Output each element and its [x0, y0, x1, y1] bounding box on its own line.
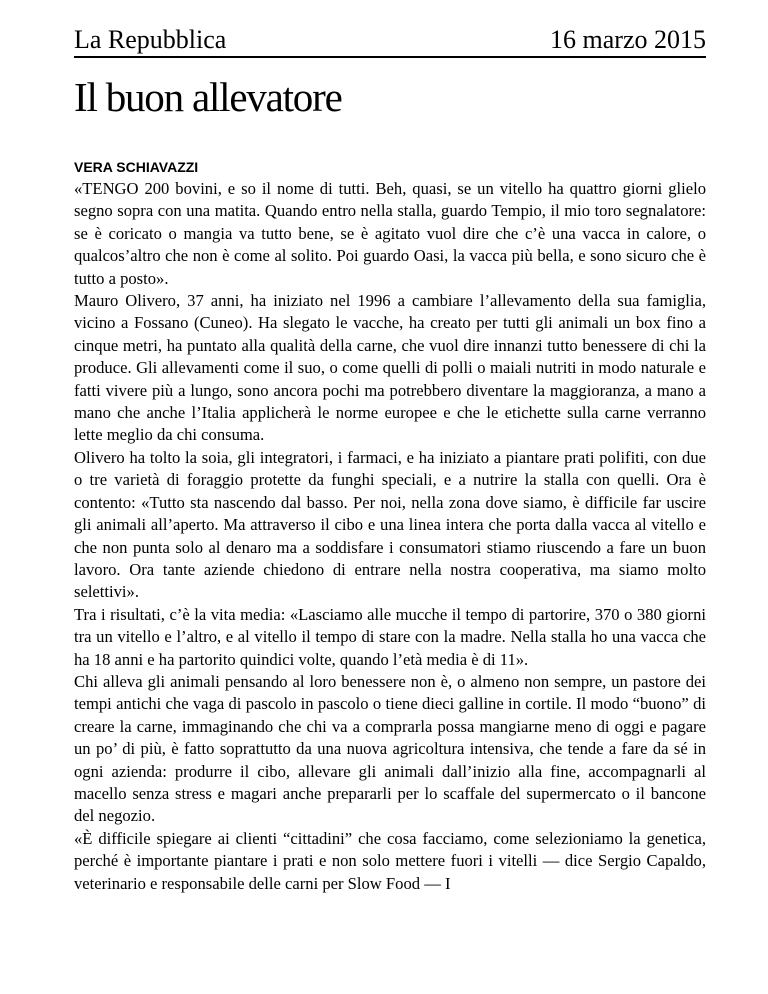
article-paragraph: «TENGO 200 bovini, e so il nome di tutti. Beh, quasi, se un vitello ha quattro giorni glielo segno sopra con una matita. Quando entro nella stalla, guardo Tempio, il mio toro segnalatore: se è coricato o mangia va tutto bene, se è agitato vuol dire che c’è una vacca in calore, o qualcos’altro che non è come al solito. Poi guardo Oasi, la vacca più bella, e sono sicuro che è tutto a posto». — [74, 179, 706, 288]
article-paragraph: Tra i risultati, c’è la vita media: «Lasciamo alle mucche il tempo di partorire, 370 o 380 giorni tra un vitello e l’altro, e al vitello il tempo di stare con la madre. Nella stalla ho una vacca che ha 18 anni e ha partorito quindici volte, quando l’età media è di 11». — [74, 604, 706, 669]
newspaper-name: La Repubblica — [74, 25, 227, 54]
masthead — [74, 0, 706, 58]
document-page — [74, 0, 706, 895]
article-paragraph: «È difficile spiegare ai clienti “cittadini” che cosa facciamo, come selezioniamo la genetica, perché è importante piantare i prati e non solo mettere fuori i vitelli — dice Sergio Capaldo, veterinario e responsabile delle carni per Slow Food — I — [74, 828, 706, 893]
article-author: VERA SCHIAVAZZI — [74, 159, 199, 175]
article-paragraph: Mauro Olivero, 37 anni, ha iniziato nel 1996 a cambiare l’allevamento della sua famiglia, vicino a Fossano (Cuneo). Ha slegato le vacche, ha creato per tutti gli animali un box fino a cinque metri, ha puntato alla qualità della carne, che vuol dire innanzi tutto benessere di chi la produce. Gli allevamenti come il suo, o come quelli di polli o maiali nutriti in modo naturale e fatti vivere più a lungo, sono ancora pochi ma potrebbero diventare la maggioranza, a mano a mano che anche l’Italia applicherà le norme europee e che le etichette sulla carne verranno lette meglio da chi consuma. — [74, 291, 706, 445]
article-paragraph: Chi alleva gli animali pensando al loro benessere non è, o almeno non sempre, un pastore dei tempi antichi che vaga di pascolo in pascolo o tiene dieci galline in cortile. Il modo “buono” di creare la carne, immaginando che chi va a comprarla possa mangiarne meno di oggi e pagare un po’ di più, è fatto soprattutto da una nuova agricoltura intensiva, che tende a fare da sé in ogni azienda: produrre il cibo, allevare gli animali dall’inizio alla fine, accompagnarli al macello senza stress e magari anche prepararli per lo scaffale del supermercato o il bancone del negozio. — [74, 671, 706, 826]
publication-date: 16 marzo 2015 — [550, 25, 706, 54]
article-paragraph: Olivero ha tolto la soia, gli integratori, i farmaci, e ha iniziato a piantare prati polifiti, con due o tre varietà di foraggio protette da funghi speciali, e a nutrire la stalla con quelli. Ora è contento: «Tutto sta nascendo dal basso. Per noi, nella zona dove siamo, è difficile far uscire gli animali all’aperto. Ma attraverso il cibo e una linea intera che porta dalla vacca al vitello e che non punta solo al denaro ma a soddisfare i consumatori stiamo riuscendo a fare un buon lavoro. Ora tante aziende chiedono di entrare nella nostra cooperativa, ma siamo molto selettivi». — [74, 447, 706, 602]
article-body — [74, 178, 706, 895]
article-title: Il buon allevatore — [74, 74, 342, 120]
